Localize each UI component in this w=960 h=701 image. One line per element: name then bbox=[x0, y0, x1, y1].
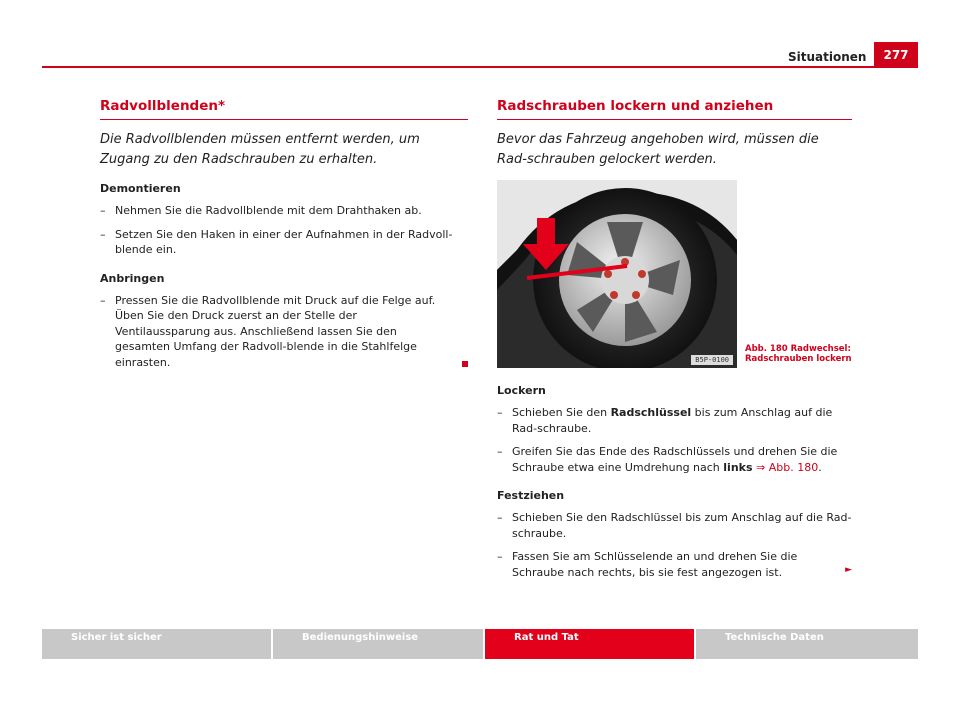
wheel-illustration bbox=[497, 180, 737, 368]
list-item: – Pressen Sie die Radvollblende mit Druck auf die Felge auf. Üben Sie den Druck zuerst an der Stelle der Ventilaussparung aus. Anschließend lassen Sie den gesamten Umfang der Radvoll-blende in die Stahlfelge einrasten. bbox=[100, 293, 468, 371]
remove-heading: Demontieren bbox=[100, 182, 181, 195]
header-rule bbox=[42, 66, 918, 68]
wheel-figure bbox=[497, 180, 852, 368]
page-number: 277 bbox=[874, 42, 918, 68]
list-item: – Nehmen Sie die Radvollblende mit dem Drahthaken ab. bbox=[100, 204, 422, 217]
section-end-icon bbox=[462, 361, 468, 367]
list-item: – Greifen Sie das Ende des Radschlüssels und drehen Sie die Schraube etwa eine Umdrehung nach links ⇒ Abb. 180. bbox=[497, 445, 838, 474]
right-column bbox=[497, 98, 852, 580]
figure-code: B5P-0100 bbox=[691, 355, 733, 365]
left-column bbox=[100, 98, 468, 370]
figure-caption: Abb. 180 Radwechsel: Radschrauben lockern bbox=[745, 344, 852, 364]
list-item: – Fassen Sie am Schlüsselende an und drehen Sie die Schraube nach rechts, bis sie fest angezogen ist. ► bbox=[497, 550, 852, 579]
continue-arrow-icon: ► bbox=[845, 564, 852, 575]
wheel-bolts-title: Radschrauben lockern und anziehen bbox=[497, 98, 852, 120]
tab-technische-daten[interactable]: Technische Daten bbox=[696, 629, 918, 659]
wheel-cover-title: Radvollblenden* bbox=[100, 98, 468, 120]
tab-sicher-ist-sicher[interactable]: Sicher ist sicher bbox=[42, 629, 271, 659]
loosen-heading: Lockern bbox=[497, 384, 546, 397]
tab-rat-und-tat[interactable]: Rat und Tat bbox=[485, 629, 694, 659]
tab-bedienungshinweise[interactable]: Bedienungshinweise bbox=[273, 629, 483, 659]
figure-reference-link[interactable]: ⇒ Abb. 180 bbox=[752, 460, 819, 474]
tighten-heading: Festziehen bbox=[497, 489, 565, 502]
section-name: Situationen bbox=[788, 50, 867, 64]
list-item: – Schieben Sie den Radschlüssel bis zum Anschlag auf die Rad-schraube. bbox=[497, 511, 852, 540]
list-item: – Setzen Sie den Haken in einer der Aufnahmen in der Radvoll-blende ein. bbox=[100, 227, 453, 256]
install-heading: Anbringen bbox=[100, 271, 165, 285]
footer-nav bbox=[42, 629, 918, 659]
list-item: – Schieben Sie den Radschlüssel bis zum Anschlag auf die Rad-schraube. bbox=[497, 406, 833, 435]
wheel-bolts-intro: Bevor das Fahrzeug angehoben wird, müssen die Rad-schrauben gelockert werden. bbox=[497, 132, 819, 167]
wheel-cover-intro: Die Radvollblenden müssen entfernt werden, um Zugang zu den Radschrauben zu erhalten. bbox=[100, 132, 420, 167]
